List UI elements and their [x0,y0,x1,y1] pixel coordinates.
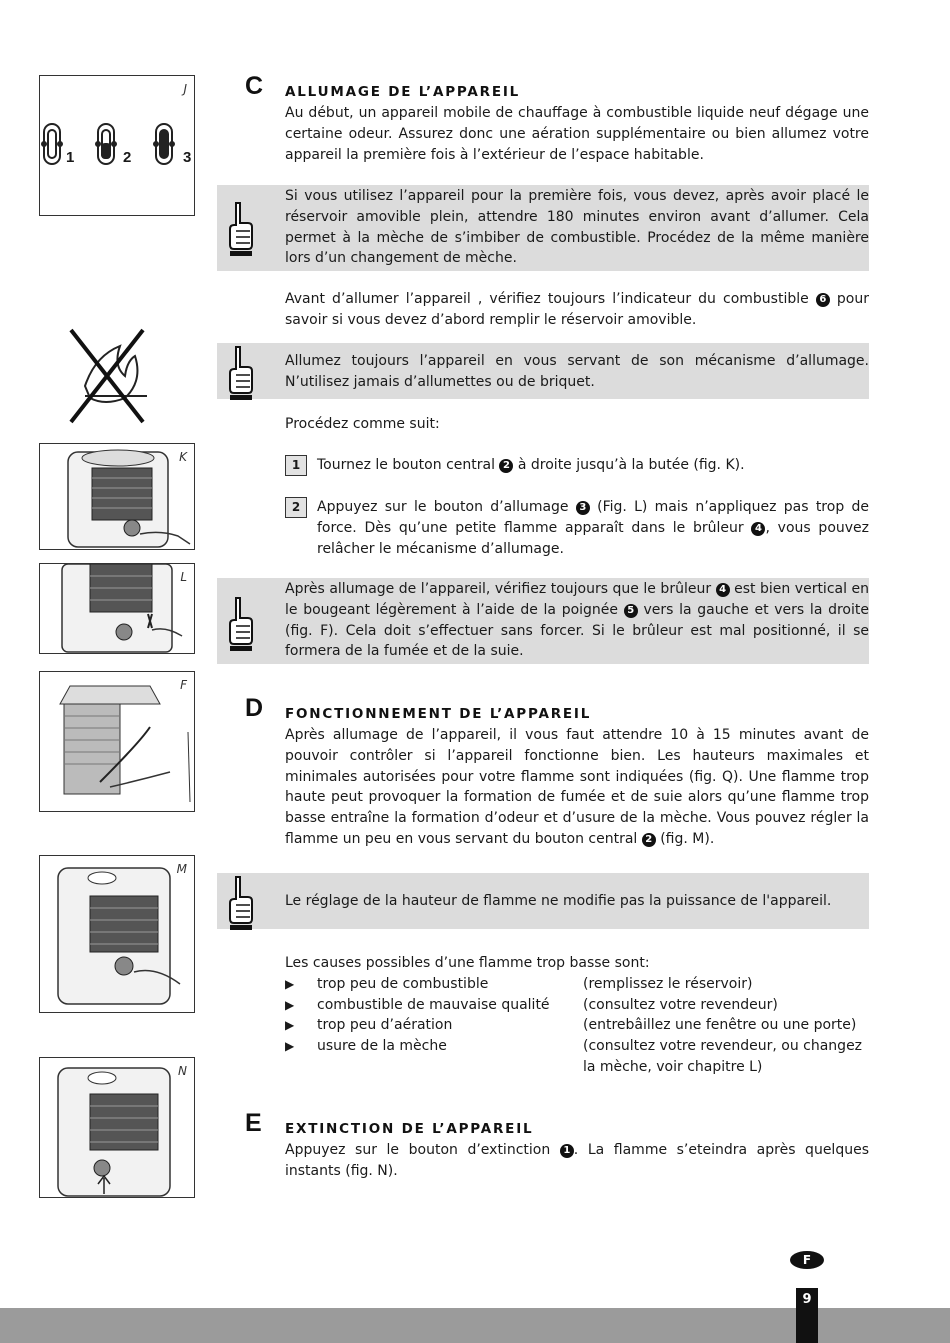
section-d-letter: D [245,694,264,722]
ref-number-3: 3 [576,501,590,515]
ref-number-5: 5 [624,604,638,618]
step-1 [285,455,869,476]
section-e-body-b: . La flamme s’eteindra après quelques instants (fig. N). [285,1142,869,1179]
ref-number-4: 4 [716,583,730,597]
cause-text: usure de la mèche [317,1038,447,1054]
heater-knob-illustration [40,444,194,549]
figure-label: N [178,1064,187,1078]
figure-f [39,671,195,812]
note3-c: vers la gauche et vers la droite (fig. F). Cela doit s’effectuer sans forcer. Si le brûleur est mal positionné, il se formera de la fumée et de la suie. [285,601,869,660]
language-badge: F [790,1251,824,1269]
section-d-body-b: (fig. M). [660,830,715,847]
bullet-arrow-icon: ▶ [285,1018,295,1032]
figure-label: F [180,678,187,692]
section-d-body-a: Après allumage de l’appareil, il vous faut attendre 10 à 15 minutes avant de pouvoir contrôler si l’appareil fonctionne bien. Les hauteurs maximales et minimales autorisées pour votre flamme sont indiquées (fig. Q). Une flamme trop haute peut provoquer la formation de fumée et de suie alors qu’une flamme trop basse entraîne la formation d’odeur et d’usure de la mèche. Vous pouvez régler la flamme un peu en vous servant du bouton central [285,727,869,847]
pointing-hand-icon [226,345,254,401]
step-2 [285,497,869,559]
cause-text: trop peu d’aération [317,1017,453,1033]
section-c-letter: C [245,72,264,100]
figure-j [39,75,195,216]
pointing-hand-icon [226,201,254,257]
gauge-label-1: 1 [66,149,75,166]
pointing-hand-icon [226,875,254,931]
gauge-full-icon [154,124,174,164]
figure-label: J [183,82,187,96]
bullet-arrow-icon: ▶ [285,998,295,1012]
figure-label: L [180,570,187,584]
procedure-intro: Procédez comme suit: [285,416,440,432]
gauge-label-2: 2 [123,149,132,166]
ref-number-4: 4 [751,522,765,536]
fuel-check-b: pour savoir si vous devez d’abord remplir le réservoir amovible. [285,291,869,328]
section-e-letter: E [245,1109,262,1137]
figure-m [39,855,195,1013]
step-number-box: 2 [285,497,307,518]
note-first-use-text: Si vous utilisez l’appareil pour la première fois, vous devez, après avoir placé le réservoir amovible plein, attendre 180 minutes environ avant d’allumer. Cela permet à la mèche de s’imbiber de combustible. Procédez de la même manière lors d’un changement de mèche. [285,188,869,267]
no-matches-warning-icon [65,326,150,426]
fuel-check-a: Avant d’allumer l’appareil , vérifiez toujours l’indicateur du combustible [285,291,809,307]
section-c-title: ALLUMAGE DE L’APPAREIL [285,84,521,100]
bullet-arrow-icon: ▶ [285,977,295,991]
ignition-button-illustration [40,564,194,653]
section-d-body [285,725,869,850]
cause-text: combustible de mauvaise qualité [317,997,550,1013]
ref-number-2: 2 [642,833,656,847]
note-burner-check-text [285,579,869,662]
section-e-body [285,1140,869,1182]
figure-k [39,443,195,550]
step-1-a: Tournez le bouton central [317,457,495,473]
note3-a: Après allumage de l’appareil, vérifiez toujours que le brûleur [285,581,712,597]
remedy-text: (consultez votre revendeur) [583,997,778,1013]
note-ignition [217,343,869,399]
step-2-b: (Fig. L) mais n’appliquez pas trop de force. Dès qu’une petite flamme apparaît dans le brûleur [317,499,869,536]
fuel-check-text [285,289,869,331]
bullet-arrow-icon: ▶ [285,1039,295,1053]
note-flame-height-text: Le réglage de la hauteur de flamme ne modifie pas la puissance de l'appareil. [285,893,832,909]
section-c-intro: Au début, un appareil mobile de chauffage à combustible liquide neuf dégage une certaine odeur. Assurez donc une aération supplémentaire ou bien allumez votre appareil la première fois à l’extérieur de l’espace habitable. [285,105,869,163]
remedy-text: (remplissez le réservoir) [583,976,753,992]
gauge-label-3: 3 [183,149,192,166]
ref-number-1: 1 [560,1144,574,1158]
note-ignition-text: Allumez toujours l’appareil en vous servant de son mécanisme d’allumage. N’utilisez jamais d’allumettes ou de briquet. [285,353,869,390]
remedy-text: (entrebâillez une fenêtre ou une porte) [583,1017,857,1033]
step-2-a: Appuyez sur le bouton d’allumage [317,499,569,515]
remedy-text: (consultez votre revendeur, ou changez la mèche, voir chapitre L) [583,1038,863,1075]
page-number: 9 [796,1288,818,1343]
figure-n [39,1057,195,1198]
flame-adjust-illustration [40,856,194,1012]
figure-l [39,563,195,654]
section-e-title: EXTINCTION DE L’APPAREIL [285,1121,534,1137]
note3-b: est bien vertical en le bougeant légèrement à l’aide de la poignée [285,581,869,618]
burner-handle-illustration [40,672,194,811]
note-flame-height [217,873,869,929]
step-1-b: à droite jusqu’à la butée (fig. K). [517,457,745,473]
gauge-empty-icon [42,124,62,164]
step-2-c: , vous pouvez relâcher le mécanisme d’allumage. [317,519,869,557]
note-burner-check [217,578,869,664]
note-first-use [217,185,869,271]
section-e-body-a: Appuyez sur le bouton d’extinction [285,1142,551,1158]
ref-number-2: 2 [499,459,513,473]
section-d-title: FONCTIONNEMENT DE L’APPAREIL [285,706,592,722]
fuel-gauge-illustration [40,76,194,215]
ref-number-6: 6 [816,293,830,307]
pointing-hand-icon [226,596,254,652]
cause-text: trop peu de combustible [317,976,489,992]
step-number-box: 1 [285,455,307,476]
gauge-half-icon [96,124,116,164]
figure-label: K [179,450,187,464]
figure-label: M [176,862,187,876]
extinction-button-illustration [40,1058,194,1197]
causes-intro: Les causes possibles d’une flamme trop basse sont: [285,955,650,971]
